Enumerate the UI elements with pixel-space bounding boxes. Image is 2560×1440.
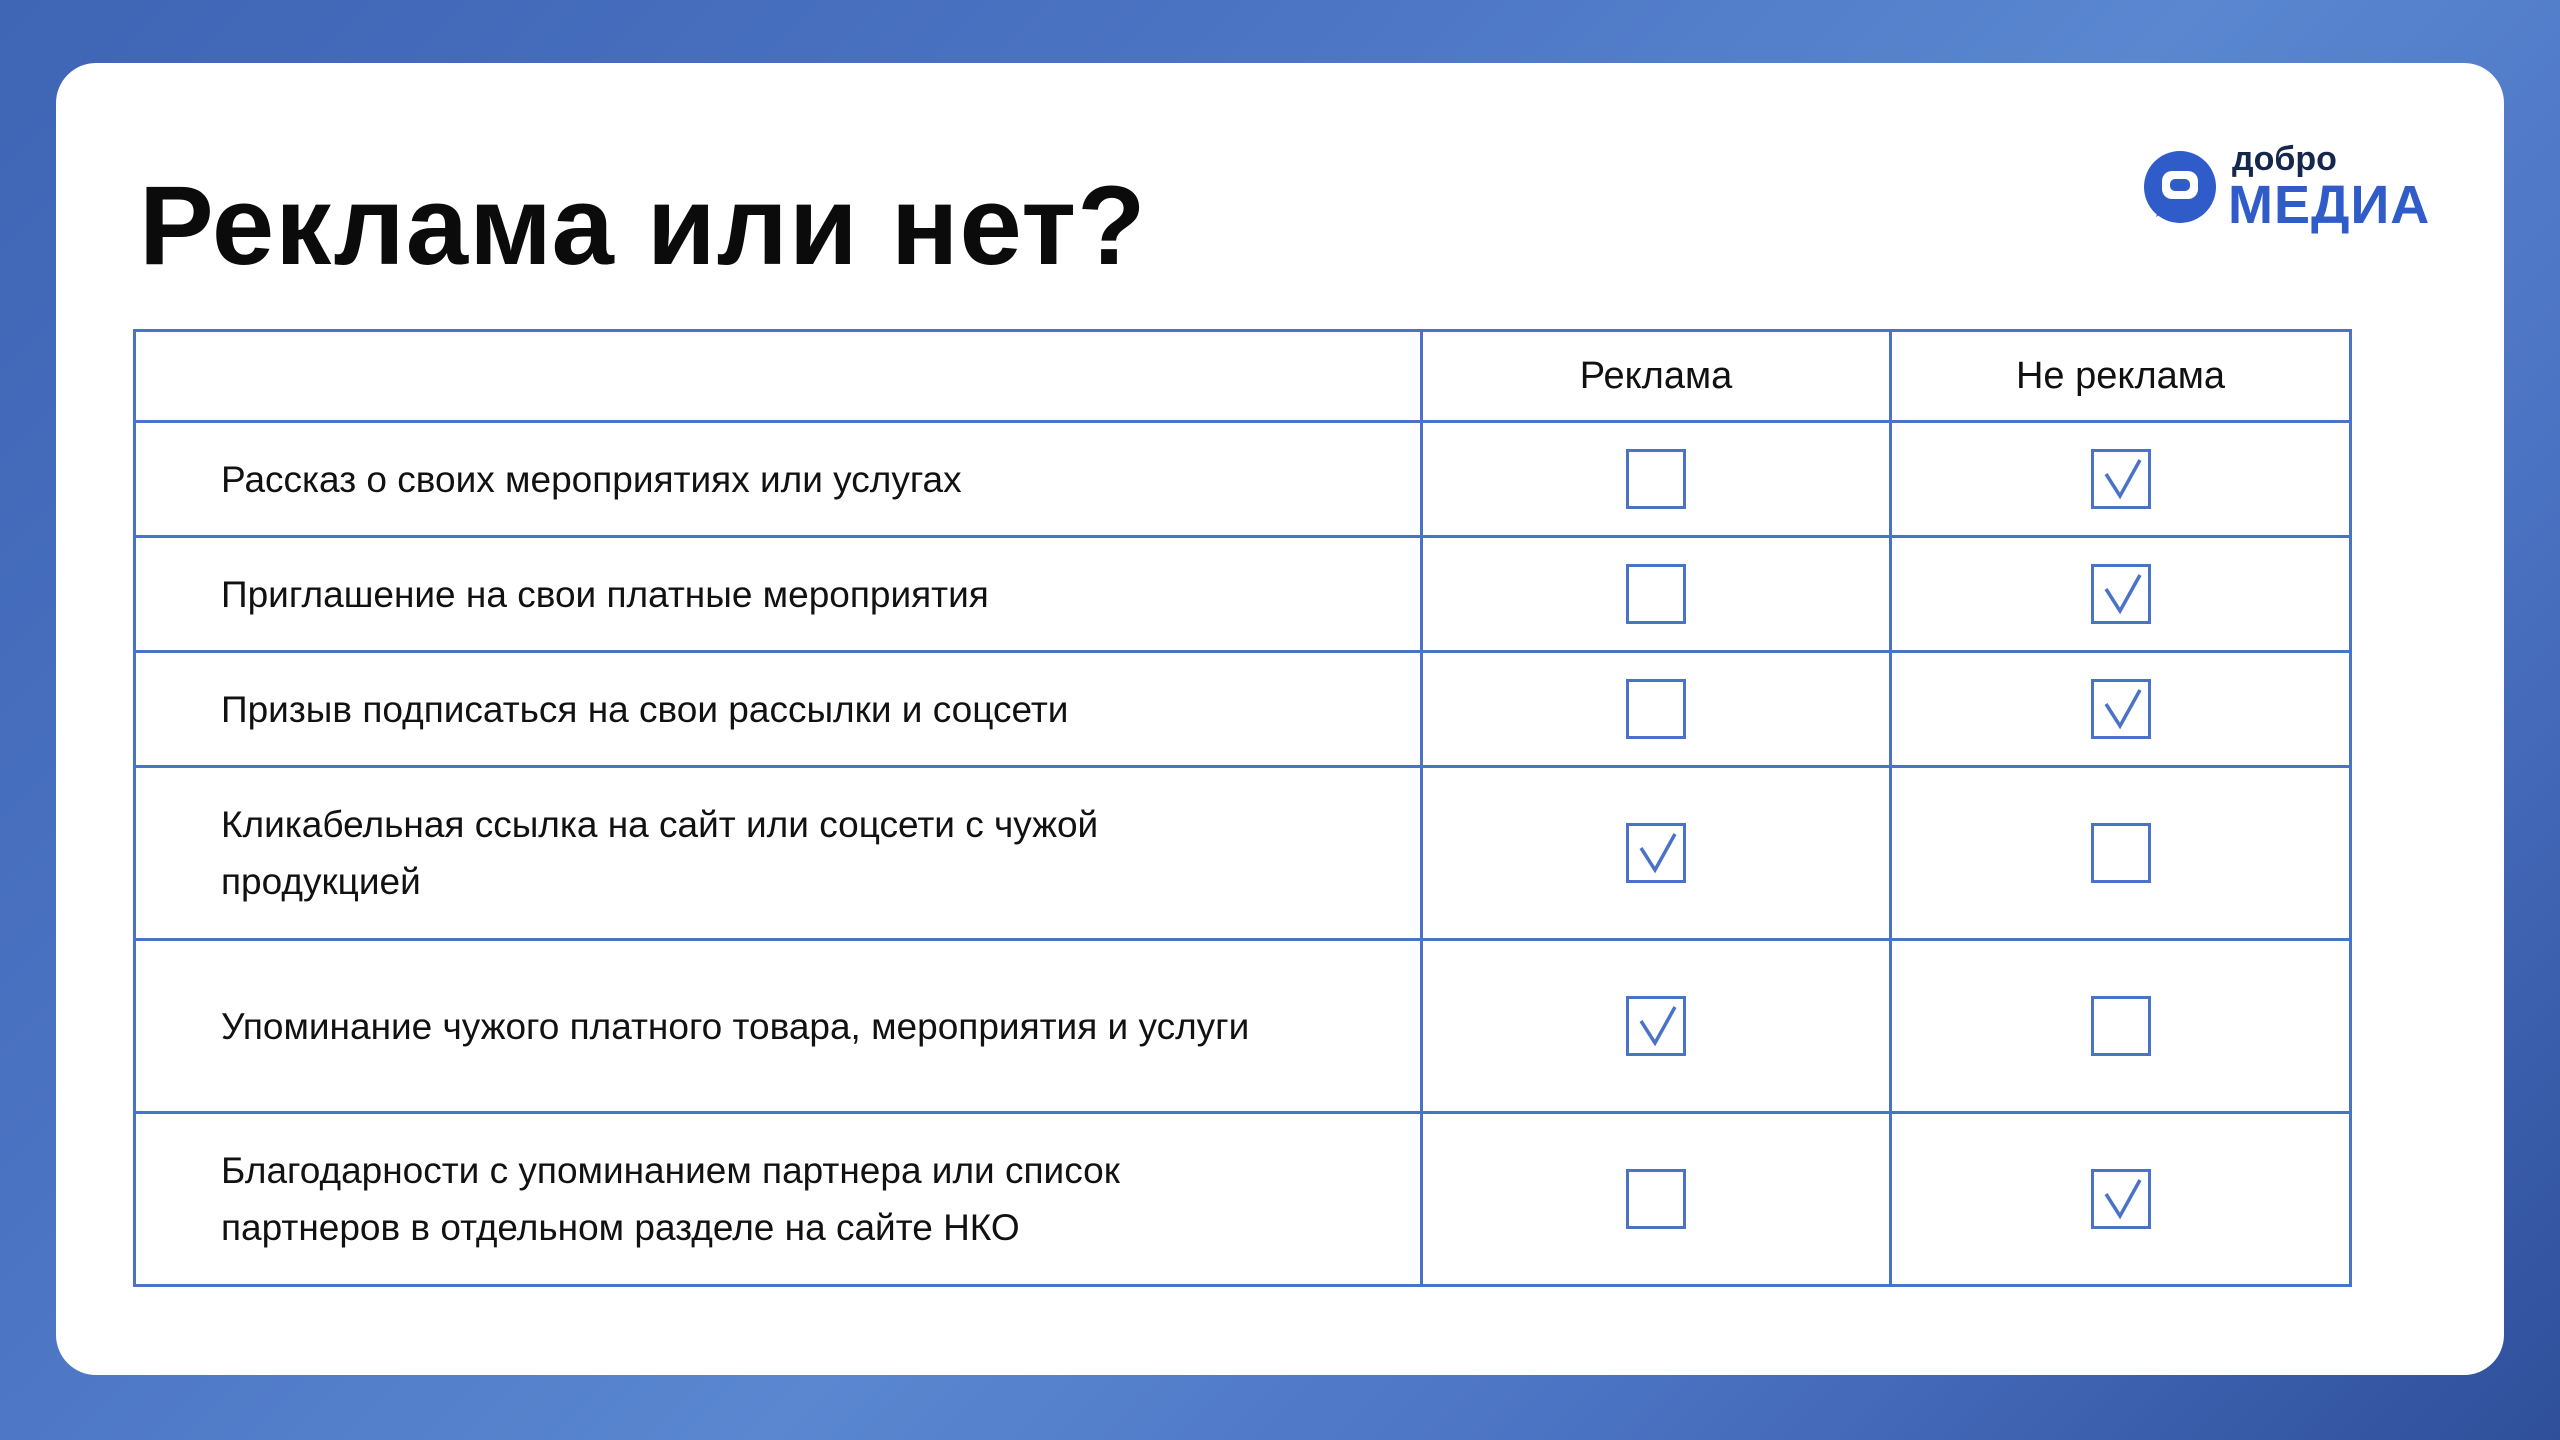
header-ad: Реклама [1422,331,1891,422]
ad-checkbox[interactable] [1626,996,1686,1056]
logo-word-top: добро [2232,140,2337,178]
not-ad-checkbox-cell [1891,767,2351,940]
table-row [135,537,2351,652]
checkmark-icon [2100,571,2146,617]
row-label: Приглашение на свои платные мероприятия [135,537,1422,652]
not-ad-checkbox[interactable] [2091,564,2151,624]
ad-classification-table [133,329,2352,1287]
not-ad-checkbox[interactable] [2091,1169,2151,1229]
page-title: Реклама или нет? [139,163,1147,288]
ad-checkbox-cell [1422,652,1891,767]
row-label: Благодарности с упоминанием партнера или список партнеров в отдельном разделе на сайте НКО [135,1113,1422,1286]
not-ad-checkbox[interactable] [2091,996,2151,1056]
ad-checkbox[interactable] [1626,564,1686,624]
not-ad-checkbox-cell [1891,537,2351,652]
ad-checkbox-cell [1422,422,1891,537]
not-ad-checkbox-cell [1891,940,2351,1113]
checkmark-icon [2100,456,2146,502]
ad-checkbox-cell [1422,537,1891,652]
not-ad-checkbox-cell [1891,1113,2351,1286]
not-ad-checkbox[interactable] [2091,449,2151,509]
row-label: Упоминание чужого платного товара, мероприятия и услуги [135,940,1422,1113]
ad-checkbox-cell [1422,1113,1891,1286]
slide-card [56,63,2504,1375]
not-ad-checkbox-cell [1891,652,2351,767]
not-ad-checkbox[interactable] [2091,823,2151,883]
ad-checkbox[interactable] [1626,679,1686,739]
table-row [135,767,2351,940]
checkmark-icon [2100,686,2146,732]
header-empty-cell [135,331,1422,422]
ad-checkbox[interactable] [1626,823,1686,883]
ad-checkbox[interactable] [1626,1169,1686,1229]
row-label: Рассказ о своих мероприятиях или услугах [135,422,1422,537]
row-label: Кликабельная ссылка на сайт или соцсети с чужой продукцией [135,767,1422,940]
ad-checkbox-cell [1422,940,1891,1113]
table-row [135,940,2351,1113]
checkmark-icon [1635,1003,1681,1049]
not-ad-checkbox-cell [1891,422,2351,537]
ad-checkbox-cell [1422,767,1891,940]
table-row [135,422,2351,537]
speech-bubble-icon [2138,145,2222,229]
not-ad-checkbox[interactable] [2091,679,2151,739]
checkmark-icon [1635,830,1681,876]
checkmark-icon [2100,1176,2146,1222]
dobro-media-logo [2138,137,2438,237]
table-row [135,1113,2351,1286]
table-header-row [135,331,2351,422]
row-label: Призыв подписаться на свои рассылки и соцсети [135,652,1422,767]
logo-word-bottom: МЕДИА [2228,175,2431,235]
ad-checkbox[interactable] [1626,449,1686,509]
header-not-ad: Не реклама [1891,331,2351,422]
table-row [135,652,2351,767]
